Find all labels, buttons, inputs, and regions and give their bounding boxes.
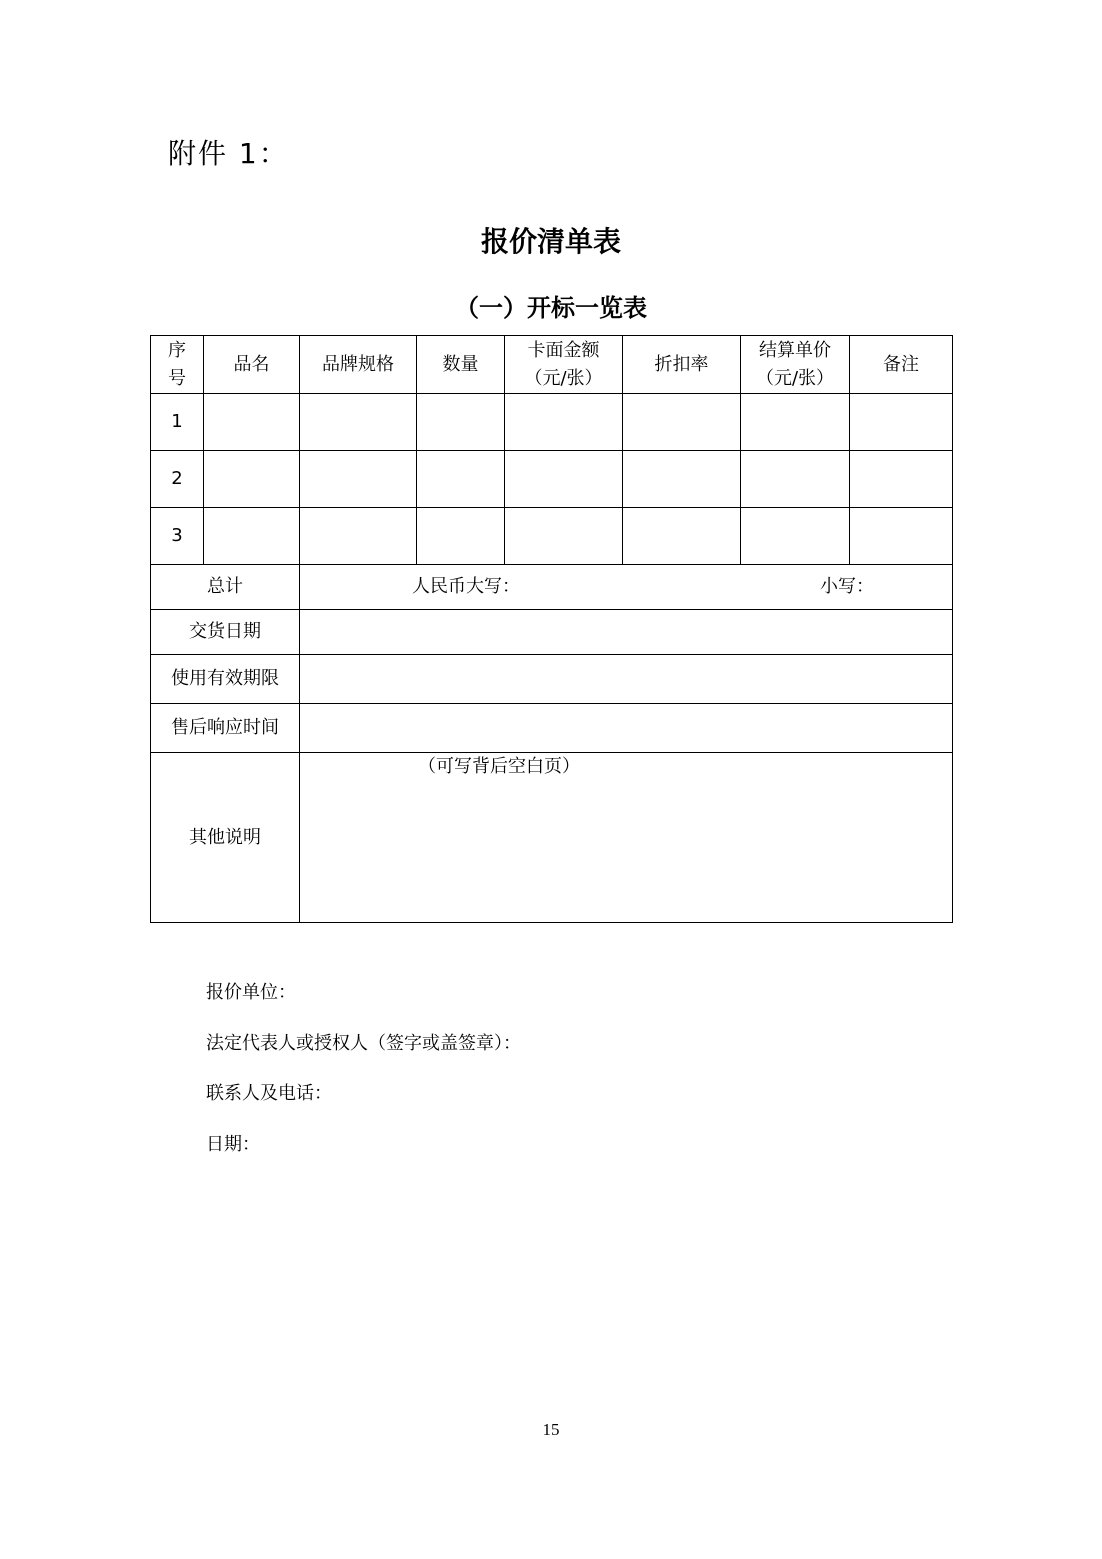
header-discount: 折扣率	[623, 336, 741, 394]
cell-qty[interactable]	[417, 508, 505, 565]
header-seq	[151, 336, 204, 394]
aftersales-label: 售后响应时间	[151, 704, 300, 753]
validity-value[interactable]	[300, 655, 953, 704]
total-row	[151, 565, 953, 610]
validity-label: 使用有效期限	[151, 655, 300, 704]
attachment-label: 附件 1：	[168, 137, 289, 170]
header-face-value	[505, 336, 623, 394]
section-subtitle: （一）开标一览表	[455, 294, 647, 322]
cell-discount[interactable]	[623, 394, 741, 451]
validity-row	[151, 655, 953, 704]
cell-face-value[interactable]	[505, 451, 623, 508]
header-remark: 备注	[850, 336, 953, 394]
cell-settle-price[interactable]	[741, 508, 850, 565]
cell-brand[interactable]	[300, 451, 417, 508]
header-seq-line2: 号	[168, 367, 186, 389]
page-title: 报价清单表	[480, 225, 621, 258]
cell-qty[interactable]	[417, 394, 505, 451]
header-face-line1: 卡面金额	[527, 339, 600, 361]
cell-name[interactable]	[204, 394, 300, 451]
cell-brand[interactable]	[300, 394, 417, 451]
header-settle-line1: 结算单价	[759, 339, 831, 361]
quote-table	[150, 335, 953, 923]
header-seq-line1: 序	[168, 339, 186, 361]
cell-name[interactable]	[204, 508, 300, 565]
other-label: 其他说明	[151, 753, 300, 923]
header-qty: 数量	[417, 336, 505, 394]
other-value[interactable]	[300, 753, 953, 923]
total-lower-label: 小写：	[820, 576, 874, 597]
cell-settle-price[interactable]	[741, 451, 850, 508]
table-header-row	[151, 336, 953, 394]
header-settle-price	[741, 336, 850, 394]
total-value	[300, 565, 952, 609]
delivery-label: 交货日期	[151, 610, 300, 655]
cell-face-value[interactable]	[505, 508, 623, 565]
delivery-row	[151, 610, 953, 655]
header-brand: 品牌规格	[300, 336, 417, 394]
cell-remark[interactable]	[850, 394, 953, 451]
cell-remark[interactable]	[850, 451, 953, 508]
header-name: 品名	[204, 336, 300, 394]
cell-discount[interactable]	[623, 508, 741, 565]
representative-field: 法定代表人或授权人（签字或盖签章）：	[206, 1033, 521, 1054]
page-number: 15	[542, 1420, 560, 1439]
row-seq: 3	[151, 508, 204, 565]
total-upper-label: 人民币大写：	[412, 576, 520, 597]
cell-remark[interactable]	[850, 508, 953, 565]
other-row	[151, 753, 953, 923]
header-face-line2: （元/张）	[524, 367, 603, 389]
company-field: 报价单位：	[206, 982, 296, 1003]
aftersales-row	[151, 704, 953, 753]
cell-settle-price[interactable]	[741, 394, 850, 451]
row-seq: 2	[151, 451, 204, 508]
total-value-cell[interactable]	[300, 565, 953, 610]
cell-discount[interactable]	[623, 451, 741, 508]
cell-brand[interactable]	[300, 508, 417, 565]
total-label: 总计	[151, 565, 300, 610]
table-row	[151, 451, 953, 508]
contact-field: 联系人及电话：	[206, 1083, 332, 1104]
table-row	[151, 394, 953, 451]
cell-qty[interactable]	[417, 451, 505, 508]
header-settle-line2: （元/张）	[755, 367, 835, 389]
other-note: （可写背后空白页）	[418, 756, 580, 777]
date-field: 日期：	[206, 1134, 260, 1155]
aftersales-value[interactable]	[300, 704, 953, 753]
table-row	[151, 508, 953, 565]
cell-face-value[interactable]	[505, 394, 623, 451]
row-seq: 1	[151, 394, 204, 451]
cell-name[interactable]	[204, 451, 300, 508]
delivery-value[interactable]	[300, 610, 953, 655]
